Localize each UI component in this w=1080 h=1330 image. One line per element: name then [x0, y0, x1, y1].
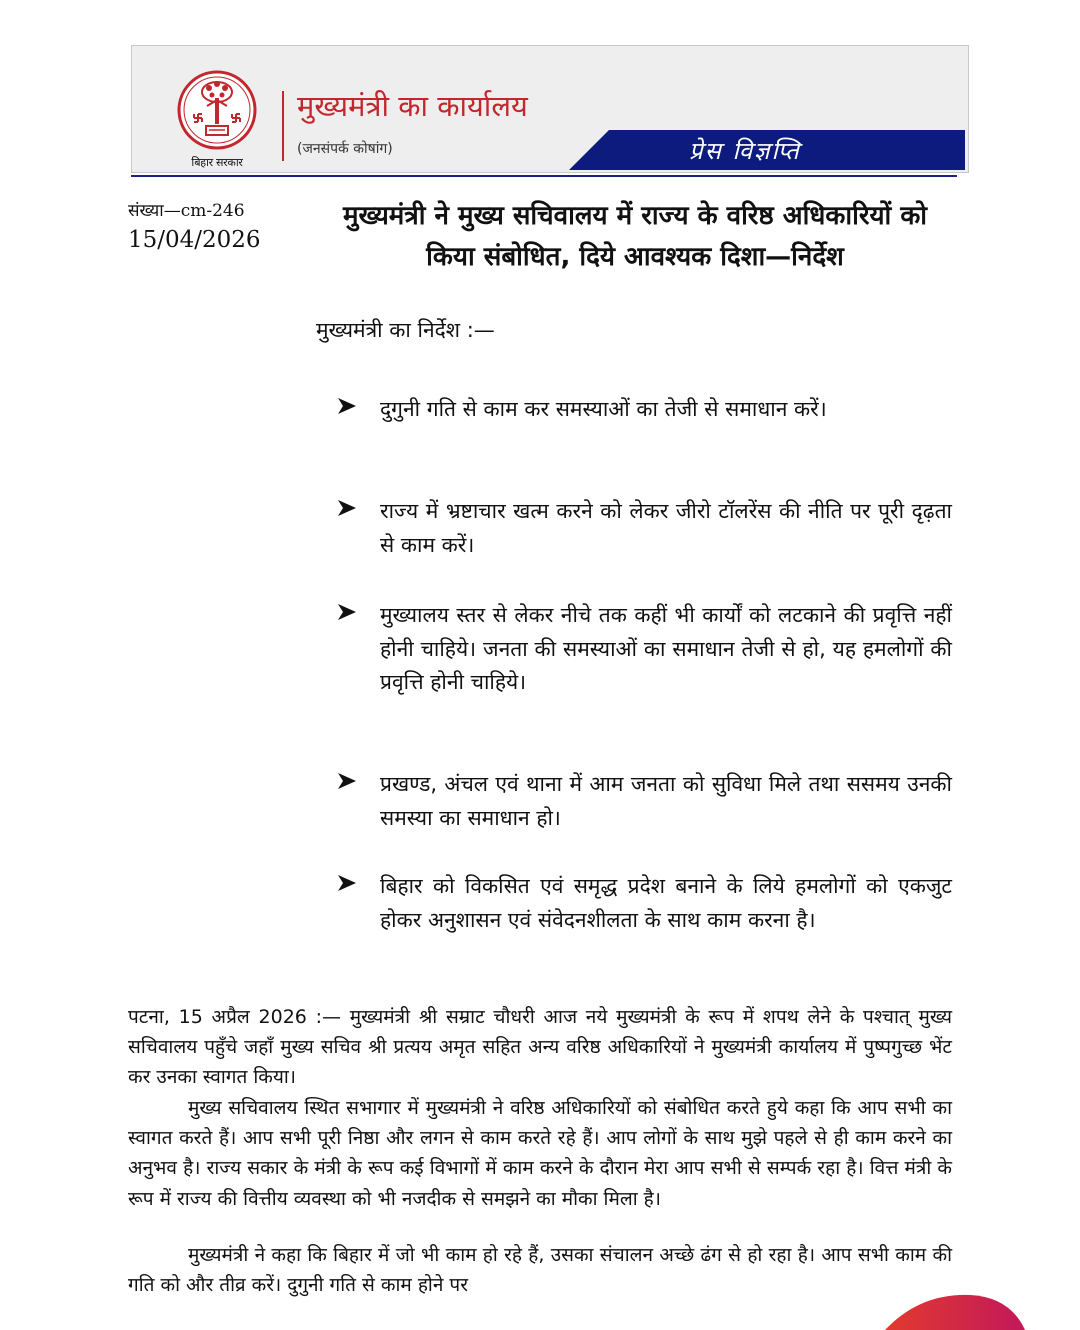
bihar-emblem-icon: [172, 68, 262, 172]
govt-name: बिहार सरकार: [191, 156, 243, 169]
header-rule: [131, 175, 957, 177]
arrow-bullet-icon: [336, 601, 358, 623]
office-title: मुख्यमंत्री का कार्यालय: [297, 89, 528, 123]
arrow-bullet-icon: [336, 395, 358, 417]
body-paragraph: मुख्य सचिवालय स्थित सभागार में मुख्यमंत्री ने वरिष्ठ अधिकारियों को संबोधित करते हुये कहा कि आप सभी का स्वागत करते हैं। आप सभी पूरी निष्ठा और लगन से काम करते रहे हैं। आप लोगों के साथ मुझे पहले से ही काम करने का अनुभव है। राज्य सकार के मंत्री के रूप कई विभागों में काम करने के दौरान मेरा आप सभी से सम्पर्क रहा है। वित्त मंत्री के रूप में राज्य की वित्तीय व्यवस्था को भी नजदीक से समझने का मौका मिला है।: [128, 1097, 952, 1210]
office-subtitle: (जनसंपर्क कोषांग): [297, 141, 393, 157]
letterhead: [131, 45, 969, 173]
directive-text: राज्य में भ्रष्टाचार खत्म करने को लेकर जीरो टॉलरेंस की नीति पर पूरी दृढ़ता से काम करें।: [380, 499, 952, 557]
corner-decoration: [880, 1293, 1080, 1330]
arrow-bullet-icon: [336, 872, 358, 894]
press-release-label: प्रेस विज्ञप्ति: [689, 137, 801, 165]
release-date: 15/04/2026: [128, 227, 261, 253]
press-release-banner: [569, 130, 965, 170]
body-paragraph: मुख्यमंत्री ने कहा कि बिहार में जो भी काम हो रहे हैं, उसका संचालन अच्छे ढंग से हो रहा है। आप सभी काम की गति को और तीव्र करें। दुगुनी गति से काम होने पर: [128, 1244, 952, 1297]
directive-text: प्रखण्ड, अंचल एवं थाना में आम जनता को सुविधा मिले तथा ससमय उनकी समस्या का समाधान हो।: [380, 772, 952, 830]
directive-text: मुख्यालय स्तर से लेकर नीचे तक कहीं भी कार्यों को लटकाने की प्रवृत्ति नहीं होनी चाहिये। जनता की समस्याओं का समाधान तेजी से हो, यह हमलोगों की प्रवृत्ति होनी चाहिये।: [380, 603, 952, 694]
reference-number: संख्या—cm-246: [128, 201, 245, 221]
directive-text: बिहार को विकसित एवं समृद्ध प्रदेश बनाने के लिये हमलोगों को एकजुट होकर अनुशासन एवं संवेदनशीलता के साथ काम करना है।: [380, 874, 952, 932]
directive-text: दुगुनी गति से काम कर समस्याओं का तेजी से समाधान करें।: [380, 397, 827, 421]
directive-heading: मुख्यमंत्री का निर्देश :—: [316, 318, 495, 342]
arrow-bullet-icon: [336, 770, 358, 792]
body-paragraph: पटना, 15 अप्रैल 2026 :— मुख्यमंत्री श्री सम्राट चौधरी आज नये मुख्यमंत्री के रूप में शपथ लेने के पश्चात् मुख्य सचिवालय पहुँचे जहाँ मुख्य सचिव श्री प्रत्यय अमृत सहित अन्य वरिष्ठ अधिकारियों ने मुख्यमंत्री कार्यालय में पुष्पगुच्छ भेंट कर उनका स्वागत किया।: [128, 1006, 952, 1089]
header-divider: [282, 91, 284, 161]
arrow-bullet-icon: [336, 497, 358, 519]
headline: मुख्यमंत्री ने मुख्य सचिवालय में राज्य के वरिष्ठ अधिकारियों को किया संबोधित, दिये आवश्यक दिशा—निर्देश: [342, 201, 928, 272]
